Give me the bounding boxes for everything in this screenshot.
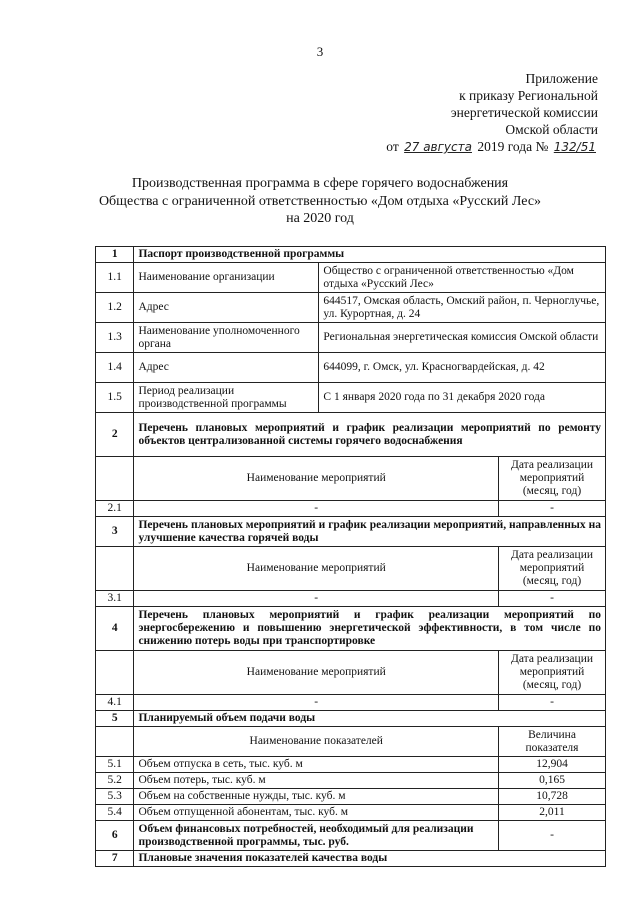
section-title: Перечень плановых мероприятий и график реализации мероприятий, направленных на улучшение качества горячей воды xyxy=(134,517,606,547)
section-row xyxy=(96,413,606,457)
row-activity: - xyxy=(134,501,499,517)
section-row xyxy=(96,711,606,727)
column-header-activities: Наименование мероприятий xyxy=(134,651,499,695)
row-value: 2,011 xyxy=(499,805,606,821)
row-number: 2.1 xyxy=(96,501,134,517)
table-row xyxy=(96,591,606,607)
table-row xyxy=(96,773,606,789)
row-value: Общество с ограниченной ответственностью «Дом отдыха «Русский Лес» xyxy=(319,263,606,293)
row-value: 10,728 xyxy=(499,789,606,805)
appendix-line-3: энергетической комиссии xyxy=(450,105,598,120)
row-activity: - xyxy=(134,695,499,711)
row-date: - xyxy=(499,695,606,711)
handwritten-date: 27 августа xyxy=(404,140,472,154)
empty-cell xyxy=(96,727,134,757)
appendix-line-1: Приложение xyxy=(525,71,598,86)
row-date: - xyxy=(499,591,606,607)
appendix-line-2: к приказу Региональной xyxy=(459,88,598,103)
program-table xyxy=(95,246,606,867)
section-number: 7 xyxy=(96,851,134,867)
appendix-date-line xyxy=(386,138,598,156)
section-number: 1 xyxy=(96,247,134,263)
table-row xyxy=(96,789,606,805)
row-label: Наименование уполномоченного органа xyxy=(134,323,319,353)
column-header-value: Величина показателя xyxy=(499,727,606,757)
title-line-3: на 2020 год xyxy=(286,211,354,226)
empty-cell xyxy=(96,457,134,501)
row-value: С 1 января 2020 года по 31 декабря 2020 года xyxy=(319,383,606,413)
table-row xyxy=(96,383,606,413)
row-number: 4.1 xyxy=(96,695,134,711)
row-value: Региональная энергетическая комиссия Омской области xyxy=(319,323,606,353)
section-title: Объем финансовых потребностей, необходимый для реализации производственной программы, тыс. руб. xyxy=(134,821,499,851)
table-row xyxy=(96,323,606,353)
appendix-header xyxy=(386,70,598,156)
row-number: 1.1 xyxy=(96,263,134,293)
empty-cell xyxy=(96,651,134,695)
section-number: 5 xyxy=(96,711,134,727)
row-number: 1.2 xyxy=(96,293,134,323)
row-value: 0,165 xyxy=(499,773,606,789)
column-header-row xyxy=(96,457,606,501)
column-header-date: Дата реализации мероприятий (месяц, год) xyxy=(499,547,606,591)
row-number: 5.4 xyxy=(96,805,134,821)
column-header-row xyxy=(96,547,606,591)
document-title xyxy=(60,175,580,228)
row-label: Объем потерь, тыс. куб. м xyxy=(134,773,499,789)
column-header-activities: Наименование мероприятий xyxy=(134,547,499,591)
date-prefix: от xyxy=(386,139,399,154)
table-row xyxy=(96,805,606,821)
row-number: 5.3 xyxy=(96,789,134,805)
section-row xyxy=(96,607,606,651)
appendix-line-4: Омской области xyxy=(505,122,598,137)
row-date: - xyxy=(499,501,606,517)
column-header-date: Дата реализации мероприятий (месяц, год) xyxy=(499,651,606,695)
row-number: 3.1 xyxy=(96,591,134,607)
row-number: 1.5 xyxy=(96,383,134,413)
row-label: Наименование организации xyxy=(134,263,319,293)
section-title: Планируемый объем подачи воды xyxy=(134,711,606,727)
row-label: Объем отпущенной абонентам, тыс. куб. м xyxy=(134,805,499,821)
section-row xyxy=(96,517,606,547)
row-value: 644517, Омская область, Омский район, п. Черноглучье, ул. Курортная, д. 24 xyxy=(319,293,606,323)
row-label: Период реализации производственной программы xyxy=(134,383,319,413)
section-row xyxy=(96,247,606,263)
title-line-1: Производственная программа в сфере горячего водоснабжения xyxy=(131,176,509,191)
section-row xyxy=(96,851,606,867)
table-row xyxy=(96,263,606,293)
row-value: 644099, г. Омск, ул. Красногвардейская, д. 42 xyxy=(319,353,606,383)
handwritten-order-number: 132/51 xyxy=(553,140,596,154)
title-line-2: Общества с ограниченной ответственностью «Дом отдыха «Русский Лес» xyxy=(98,193,542,209)
column-header-indicators: Наименование показателей xyxy=(134,727,499,757)
section-title: Плановые значения показателей качества воды xyxy=(134,851,606,867)
date-suffix: 2019 года № xyxy=(477,139,549,154)
row-activity: - xyxy=(134,591,499,607)
column-header-activities: Наименование мероприятий xyxy=(134,457,499,501)
row-number: 1.4 xyxy=(96,353,134,383)
column-header-row xyxy=(96,651,606,695)
row-number: 1.3 xyxy=(96,323,134,353)
section-title: Паспорт производственной программы xyxy=(134,247,606,263)
section-title: Перечень плановых мероприятий и график реализации мероприятий по энергосбережению и повышению энергетической эффективности, в том числе по снижению потерь воды при транспортировке xyxy=(134,607,606,651)
row-label: Адрес xyxy=(134,353,319,383)
table-row xyxy=(96,501,606,517)
empty-cell xyxy=(96,547,134,591)
section-number: 2 xyxy=(96,413,134,457)
section-number: 4 xyxy=(96,607,134,651)
column-header-date: Дата реализации мероприятий (месяц, год) xyxy=(499,457,606,501)
row-number: 5.2 xyxy=(96,773,134,789)
table-row xyxy=(96,353,606,383)
section-number: 6 xyxy=(96,821,134,851)
row-label: Объем на собственные нужды, тыс. куб. м xyxy=(134,789,499,805)
table-row xyxy=(96,293,606,323)
row-label: Адрес xyxy=(134,293,319,323)
table-row xyxy=(96,695,606,711)
row-label: Объем отпуска в сеть, тыс. куб. м xyxy=(134,757,499,773)
section-value: - xyxy=(499,821,606,851)
row-value: 12,904 xyxy=(499,757,606,773)
column-header-row xyxy=(96,727,606,757)
section-title: Перечень плановых мероприятий и график реализации мероприятий по ремонту объектов централизованной системы горячего водоснабжения xyxy=(134,413,606,457)
section-number: 3 xyxy=(96,517,134,547)
section-row xyxy=(96,821,606,851)
row-number: 5.1 xyxy=(96,757,134,773)
page-number: 3 xyxy=(316,44,324,59)
table-row xyxy=(96,757,606,773)
